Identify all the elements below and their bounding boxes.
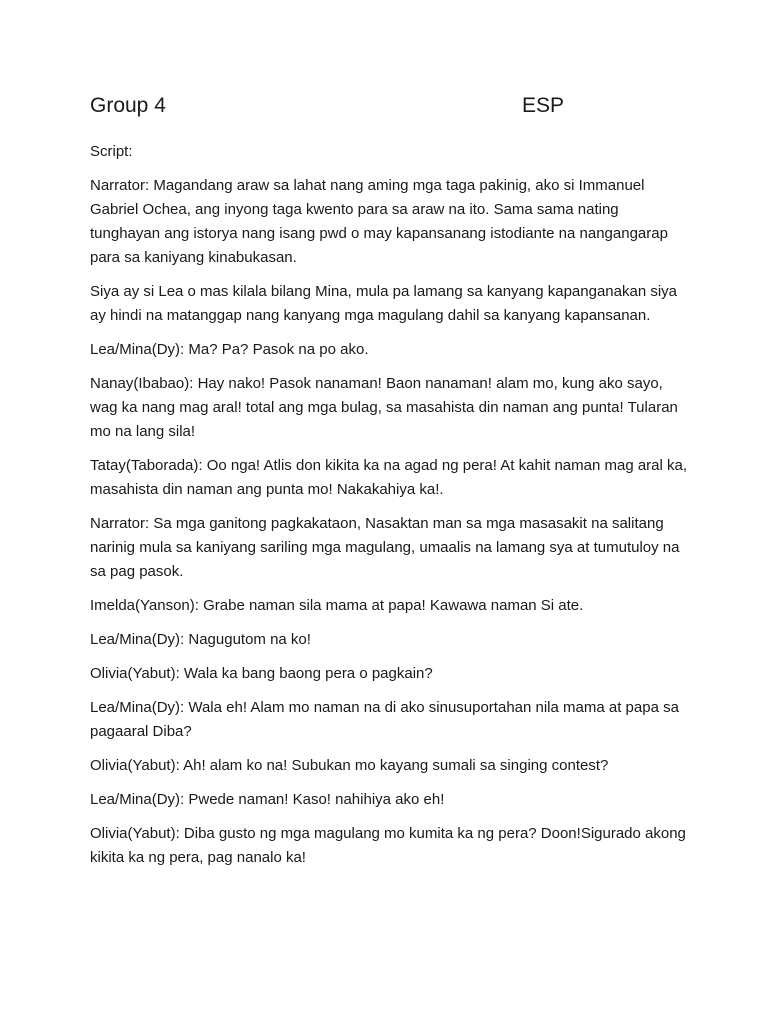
script-paragraph: Lea/Mina(Dy): Nagugutom na ko!: [90, 631, 311, 648]
script-paragraph: Siya ay si Lea o mas kilala bilang Mina, mula pa lamang sa kanyang kapanganakan siya ay hindi na matanggap nang kanyang mga magulang dahil sa kanyang kapansanan.: [90, 283, 678, 324]
script-paragraph: Lea/Mina(Dy): Ma? Pa? Pasok na po ako.: [90, 341, 369, 358]
document-header: [90, 94, 690, 124]
script-paragraph: Narrator: Sa mga ganitong pagkakataon, Nasaktan man sa mga masasakit na salitang narinig mula sa kaniyang sariling mga magulang, umaalis na lamang sya at tumutuloy na sa pag pasok.: [90, 515, 680, 580]
script-paragraph: Olivia(Yabut): Ah! alam ko na! Subukan mo kayang sumali sa singing contest?: [90, 757, 609, 774]
script-paragraph: Narrator: Magandang araw sa lahat nang aming mga taga pakinig, ako si Immanuel Gabriel Ochea, ang inyong taga kwento para sa araw na ito. Sama sama nating tunghayan ang istorya nang isang pwd o may kapansanang istodiante na nangangarap para sa kaniyang kinabukasan.: [90, 177, 668, 266]
script-paragraph: Olivia(Yabut): Wala ka bang baong pera o pagkain?: [90, 665, 433, 682]
group-title: Group 4: [90, 94, 166, 117]
script-paragraph: Tatay(Taborada): Oo nga! Atlis don kikita ka na agad ng pera! At kahit naman mag aral ka, masahista din naman ang punta mo! Nakakahiya ka!.: [90, 457, 688, 498]
script-paragraph: Lea/Mina(Dy): Pwede naman! Kaso! nahihiya ako eh!: [90, 791, 445, 808]
script-paragraph: Lea/Mina(Dy): Wala eh! Alam mo naman na di ako sinusuportahan nila mama at papa sa pagaaral Diba?: [90, 699, 679, 740]
script-paragraph: Olivia(Yabut): Diba gusto ng mga magulang mo kumita ka ng pera? Doon!Sigurado akong kikita ka ng pera, pag nanalo ka!: [90, 825, 686, 866]
subject-title: ESP: [522, 94, 565, 117]
script-paragraph: Nanay(Ibabao): Hay nako! Pasok nanaman! Baon nanaman! alam mo, kung ako sayo, wag ka nang mag aral! total ang mga bulag, sa masahista din naman ang punta! Tularan mo na lang sila!: [90, 375, 678, 440]
script-body: [90, 140, 690, 880]
script-paragraph: Imelda(Yanson): Grabe naman sila mama at papa! Kawawa naman Si ate.: [90, 597, 584, 614]
script-label: Script:: [90, 143, 133, 160]
